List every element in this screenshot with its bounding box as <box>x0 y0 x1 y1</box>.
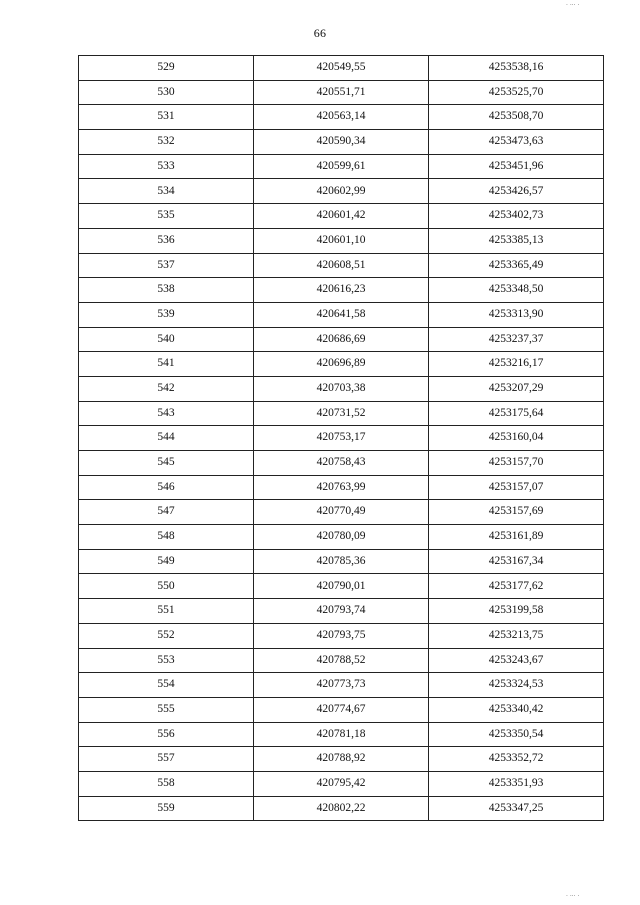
y-coordinate-cell: 4253157,07 <box>429 475 604 500</box>
x-coordinate-cell: 420551,71 <box>254 80 429 105</box>
y-coordinate-cell: 4253508,70 <box>429 105 604 130</box>
x-coordinate-cell: 420599,61 <box>254 154 429 179</box>
table-row <box>79 278 604 303</box>
point-number-cell: 529 <box>79 56 254 81</box>
y-coordinate-cell: 4253351,93 <box>429 771 604 796</box>
point-number-cell: 558 <box>79 771 254 796</box>
table-row <box>79 228 604 253</box>
y-coordinate-cell: 4253199,58 <box>429 599 604 624</box>
point-number-cell: 557 <box>79 747 254 772</box>
x-coordinate-cell: 420763,99 <box>254 475 429 500</box>
table-row <box>79 500 604 525</box>
table-row <box>79 130 604 155</box>
y-coordinate-cell: 4253385,13 <box>429 228 604 253</box>
x-coordinate-cell: 420793,74 <box>254 599 429 624</box>
table-row <box>79 154 604 179</box>
x-coordinate-cell: 420774,67 <box>254 697 429 722</box>
x-coordinate-cell: 420641,58 <box>254 302 429 327</box>
point-number-cell: 532 <box>79 130 254 155</box>
table-row <box>79 525 604 550</box>
scan-artifact-top-right: · ··· · <box>566 2 580 9</box>
y-coordinate-cell: 4253216,17 <box>429 352 604 377</box>
point-number-cell: 538 <box>79 278 254 303</box>
table-row <box>79 426 604 451</box>
x-coordinate-cell: 420549,55 <box>254 56 429 81</box>
point-number-cell: 553 <box>79 648 254 673</box>
y-coordinate-cell: 4253347,25 <box>429 796 604 821</box>
table-row <box>79 599 604 624</box>
x-coordinate-cell: 420785,36 <box>254 549 429 574</box>
y-coordinate-cell: 4253324,53 <box>429 673 604 698</box>
point-number-cell: 533 <box>79 154 254 179</box>
table-row <box>79 623 604 648</box>
table-row <box>79 204 604 229</box>
point-number-cell: 552 <box>79 623 254 648</box>
table-row <box>79 475 604 500</box>
y-coordinate-cell: 4253352,72 <box>429 747 604 772</box>
point-number-cell: 530 <box>79 80 254 105</box>
coordinates-table-body <box>79 56 604 821</box>
y-coordinate-cell: 4253451,96 <box>429 154 604 179</box>
y-coordinate-cell: 4253157,70 <box>429 451 604 476</box>
point-number-cell: 536 <box>79 228 254 253</box>
table-row <box>79 56 604 81</box>
y-coordinate-cell: 4253350,54 <box>429 722 604 747</box>
y-coordinate-cell: 4253365,49 <box>429 253 604 278</box>
x-coordinate-cell: 420601,10 <box>254 228 429 253</box>
point-number-cell: 548 <box>79 525 254 550</box>
y-coordinate-cell: 4253175,64 <box>429 401 604 426</box>
table-row <box>79 376 604 401</box>
y-coordinate-cell: 4253237,37 <box>429 327 604 352</box>
table-row <box>79 549 604 574</box>
y-coordinate-cell: 4253313,90 <box>429 302 604 327</box>
point-number-cell: 555 <box>79 697 254 722</box>
y-coordinate-cell: 4253348,50 <box>429 278 604 303</box>
y-coordinate-cell: 4253160,04 <box>429 426 604 451</box>
point-number-cell: 537 <box>79 253 254 278</box>
x-coordinate-cell: 420758,43 <box>254 451 429 476</box>
y-coordinate-cell: 4253207,29 <box>429 376 604 401</box>
x-coordinate-cell: 420788,92 <box>254 747 429 772</box>
x-coordinate-cell: 420703,38 <box>254 376 429 401</box>
point-number-cell: 549 <box>79 549 254 574</box>
point-number-cell: 542 <box>79 376 254 401</box>
table-row <box>79 796 604 821</box>
y-coordinate-cell: 4253340,42 <box>429 697 604 722</box>
point-number-cell: 541 <box>79 352 254 377</box>
y-coordinate-cell: 4253402,73 <box>429 204 604 229</box>
table-row <box>79 401 604 426</box>
table-row <box>79 697 604 722</box>
table-row <box>79 747 604 772</box>
table-row <box>79 302 604 327</box>
x-coordinate-cell: 420696,89 <box>254 352 429 377</box>
y-coordinate-cell: 4253213,75 <box>429 623 604 648</box>
point-number-cell: 546 <box>79 475 254 500</box>
point-number-cell: 544 <box>79 426 254 451</box>
y-coordinate-cell: 4253538,16 <box>429 56 604 81</box>
point-number-cell: 534 <box>79 179 254 204</box>
point-number-cell: 539 <box>79 302 254 327</box>
x-coordinate-cell: 420795,42 <box>254 771 429 796</box>
table-row <box>79 80 604 105</box>
table-row <box>79 253 604 278</box>
point-number-cell: 554 <box>79 673 254 698</box>
table-row <box>79 673 604 698</box>
point-number-cell: 556 <box>79 722 254 747</box>
y-coordinate-cell: 4253243,67 <box>429 648 604 673</box>
point-number-cell: 545 <box>79 451 254 476</box>
y-coordinate-cell: 4253167,34 <box>429 549 604 574</box>
x-coordinate-cell: 420616,23 <box>254 278 429 303</box>
y-coordinate-cell: 4253161,89 <box>429 525 604 550</box>
y-coordinate-cell: 4253177,62 <box>429 574 604 599</box>
table-row <box>79 648 604 673</box>
point-number-cell: 531 <box>79 105 254 130</box>
table-row <box>79 451 604 476</box>
table-row <box>79 179 604 204</box>
x-coordinate-cell: 420602,99 <box>254 179 429 204</box>
x-coordinate-cell: 420601,42 <box>254 204 429 229</box>
x-coordinate-cell: 420590,34 <box>254 130 429 155</box>
page-number: 66 <box>313 26 327 40</box>
point-number-cell: 547 <box>79 500 254 525</box>
x-coordinate-cell: 420753,17 <box>254 426 429 451</box>
point-number-cell: 540 <box>79 327 254 352</box>
table-row <box>79 771 604 796</box>
x-coordinate-cell: 420793,75 <box>254 623 429 648</box>
y-coordinate-cell: 4253157,69 <box>429 500 604 525</box>
point-number-cell: 543 <box>79 401 254 426</box>
x-coordinate-cell: 420770,49 <box>254 500 429 525</box>
point-number-cell: 550 <box>79 574 254 599</box>
y-coordinate-cell: 4253473,63 <box>429 130 604 155</box>
table-row <box>79 105 604 130</box>
scan-artifact-bottom-right: · ··· · <box>566 893 580 900</box>
point-number-cell: 551 <box>79 599 254 624</box>
coordinates-table <box>78 55 604 821</box>
y-coordinate-cell: 4253525,70 <box>429 80 604 105</box>
table-row <box>79 574 604 599</box>
x-coordinate-cell: 420788,52 <box>254 648 429 673</box>
table-row <box>79 722 604 747</box>
x-coordinate-cell: 420780,09 <box>254 525 429 550</box>
x-coordinate-cell: 420790,01 <box>254 574 429 599</box>
y-coordinate-cell: 4253426,57 <box>429 179 604 204</box>
point-number-cell: 535 <box>79 204 254 229</box>
x-coordinate-cell: 420686,69 <box>254 327 429 352</box>
table-row <box>79 352 604 377</box>
x-coordinate-cell: 420608,51 <box>254 253 429 278</box>
x-coordinate-cell: 420563,14 <box>254 105 429 130</box>
point-number-cell: 559 <box>79 796 254 821</box>
x-coordinate-cell: 420773,73 <box>254 673 429 698</box>
x-coordinate-cell: 420781,18 <box>254 722 429 747</box>
x-coordinate-cell: 420802,22 <box>254 796 429 821</box>
x-coordinate-cell: 420731,52 <box>254 401 429 426</box>
table-row <box>79 327 604 352</box>
